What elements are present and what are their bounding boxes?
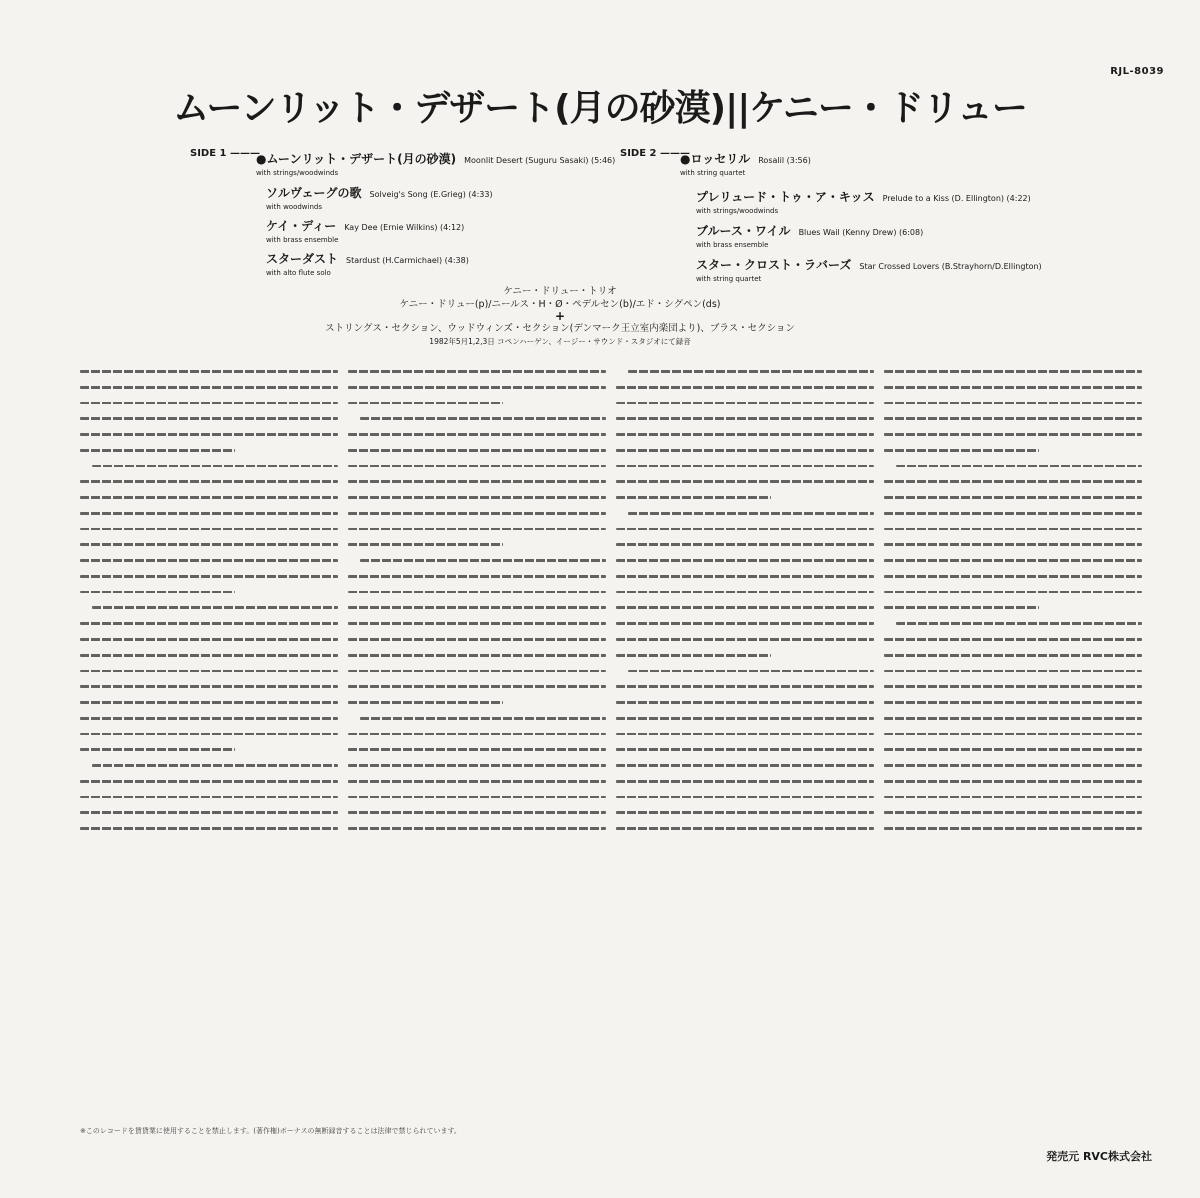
track-title-jp: スター・クロスト・ラバーズ [696,258,852,272]
text-line [884,748,1142,751]
text-line [616,622,874,625]
track-note: with alto flute solo [266,269,331,277]
text-line [80,559,338,562]
text-line [348,764,606,767]
text-line [348,622,606,625]
text-line [616,638,874,641]
text-line [616,575,874,578]
track-title-en: Star Crossed Lovers (B.Strayhorn/D.Ellington) [859,262,1042,271]
text-line [80,480,338,483]
text-line [616,733,874,736]
text-line [80,638,338,641]
text-line [348,543,503,546]
text-line [884,559,1142,562]
track-title-en: Blues Wail (Kenny Drew) (6:08) [798,228,924,237]
text-line [348,733,606,736]
text-line [616,701,874,704]
text-line [80,386,338,389]
liner-notes-column-3 [616,370,874,830]
text-line [348,748,606,751]
text-line [616,717,874,720]
plus-sign: + [554,309,566,323]
text-line [884,370,1142,373]
text-line [884,449,1039,452]
personnel-credits [300,285,820,348]
text-line [616,685,874,688]
text-line [884,543,1142,546]
text-line [348,480,606,483]
text-line [616,449,874,452]
text-line [348,402,503,405]
track-title-jp: スターダスト [266,252,339,266]
text-line [348,827,606,830]
text-line [884,402,1142,405]
text-line [884,638,1142,641]
text-line [884,528,1142,531]
text-line [80,370,338,373]
text-line [80,622,338,625]
text-line [348,496,606,499]
text-line [628,670,874,673]
text-line [348,811,606,814]
text-line [348,685,606,688]
track-note: with string quartet [680,169,746,177]
text-line [360,559,606,562]
text-line [80,543,338,546]
text-line [80,654,338,657]
text-line [92,465,338,468]
text-line [616,543,874,546]
liner-notes-column-1 [80,370,338,830]
track-list-item [256,148,615,177]
text-line [884,827,1142,830]
track-title-jp: ケイ・ディー [266,219,337,233]
text-line [80,733,338,736]
text-line [80,796,338,799]
text-line [616,748,874,751]
liner-notes-body [80,370,1142,830]
text-line [616,764,874,767]
text-line [92,764,338,767]
track-note: with strings/woodwinds [256,169,339,177]
text-line [348,796,606,799]
text-line [616,465,874,468]
text-line [896,465,1142,468]
album-title: ムーンリット・デザート(月の砂漠)||ケニー・ドリュー [173,88,1027,129]
track-note: with string quartet [696,275,762,283]
text-line [616,433,874,436]
sections-line: ストリングス・セクション、ウッドウィンズ・セクション(デンマーク王立室内楽団より)、ブラス・セクション [325,323,795,334]
track-list-item [266,248,469,277]
track-note: with strings/woodwinds [696,207,779,215]
track-title-jp: ●ムーンリット・デザート(月の砂漠) [256,152,457,166]
text-line [80,449,235,452]
text-line [92,606,338,609]
text-line [884,733,1142,736]
side-2-label: SIDE 2 ——— [620,148,690,159]
text-line [348,512,606,515]
text-line [348,575,606,578]
recording-info: 1982年5月1,2,3日 コペンハーゲン、イージー・サウンド・スタジオにて録音 [429,337,691,346]
text-line [348,638,606,641]
text-line [616,559,874,562]
text-line [616,528,874,531]
text-line [616,654,771,657]
text-line [348,433,606,436]
track-title-en: Kay Dee (Ernie Wilkins) (4:12) [344,223,465,232]
text-line [616,386,874,389]
text-line [80,748,235,751]
text-line [348,780,606,783]
track-title-en: Moonlit Desert (Suguru Sasaki) (5:46) [464,156,616,165]
text-line [348,606,606,609]
text-line [884,701,1142,704]
track-title-en: Solveig's Song (E.Grieg) (4:33) [369,190,493,199]
text-line [348,449,606,452]
catalog-number: RJL-8039 [1110,66,1164,77]
text-line [616,591,874,594]
group-name: ケニー・ドリュー・トリオ [503,286,617,297]
text-line [884,433,1142,436]
text-line [884,717,1142,720]
members-line: ケニー・ドリュー(p)/ニールス・H・Ø・ペデルセン(b)/エド・シグペン(ds) [399,299,721,310]
track-list-item [680,148,811,177]
text-line [80,827,338,830]
track-list-item [696,186,1031,215]
track-list-item [266,215,464,244]
text-line [884,480,1142,483]
liner-notes-column-4 [884,370,1142,830]
text-line [80,402,338,405]
text-line [884,512,1142,515]
liner-notes-column-2 [348,370,606,830]
track-title-jp: ブルース・ワイル [696,224,791,238]
text-line [616,811,874,814]
text-line [884,606,1039,609]
track-title-en: Stardust (H.Carmichael) (4:38) [346,256,469,265]
text-line [80,591,235,594]
track-title-en: Rosalil (3:56) [758,156,811,165]
text-line [80,701,338,704]
text-line [348,654,606,657]
track-list-item [696,220,923,249]
track-note: with brass ensemble [266,236,339,244]
text-line [348,370,606,373]
text-line [80,685,338,688]
text-line [884,796,1142,799]
text-line [884,764,1142,767]
text-line [616,780,874,783]
side-1-label: SIDE 1 ——— [190,148,260,159]
text-line [360,717,606,720]
text-line [80,717,338,720]
text-line [884,811,1142,814]
text-line [616,796,874,799]
text-line [80,528,338,531]
text-line [896,622,1142,625]
text-line [884,685,1142,688]
text-line [884,417,1142,420]
text-line [348,701,503,704]
text-line [80,811,338,814]
text-line [348,591,606,594]
text-line [348,386,606,389]
track-title-jp: ソルヴェーグの歌 [266,186,362,200]
text-line [80,670,338,673]
text-line [348,465,606,468]
text-line [616,480,874,483]
text-line [348,670,606,673]
text-line [628,370,874,373]
track-title-en: Prelude to a Kiss (D. Ellington) (4:22) [882,194,1031,203]
text-line [360,417,606,420]
text-line [884,575,1142,578]
text-line [884,386,1142,389]
text-line [80,512,338,515]
text-line [616,606,874,609]
text-line [616,417,874,420]
text-line [884,654,1142,657]
text-line [80,417,338,420]
copyright-footnote: ※このレコードを賃貸業に使用することを禁止します。(著作権)ボーナスの無断録音することは法律で禁じられています。 [80,1127,461,1135]
track-title-jp: ●ロッセリル [680,152,751,166]
track-list-item [696,254,1042,283]
publisher-credit: 発売元 RVC株式会社 [1046,1150,1152,1163]
text-line [884,670,1142,673]
text-line [884,496,1142,499]
text-line [628,512,874,515]
track-note: with brass ensemble [696,241,769,249]
text-line [616,402,874,405]
text-line [80,575,338,578]
text-line [616,827,874,830]
text-line [616,496,771,499]
text-line [80,496,338,499]
text-line [348,528,606,531]
track-title-jp: プレリュード・トゥ・ア・キッス [696,190,875,204]
text-line [80,780,338,783]
track-list-item [266,182,493,211]
text-line [884,591,1142,594]
track-note: with woodwinds [266,203,323,211]
text-line [884,780,1142,783]
text-line [80,433,338,436]
